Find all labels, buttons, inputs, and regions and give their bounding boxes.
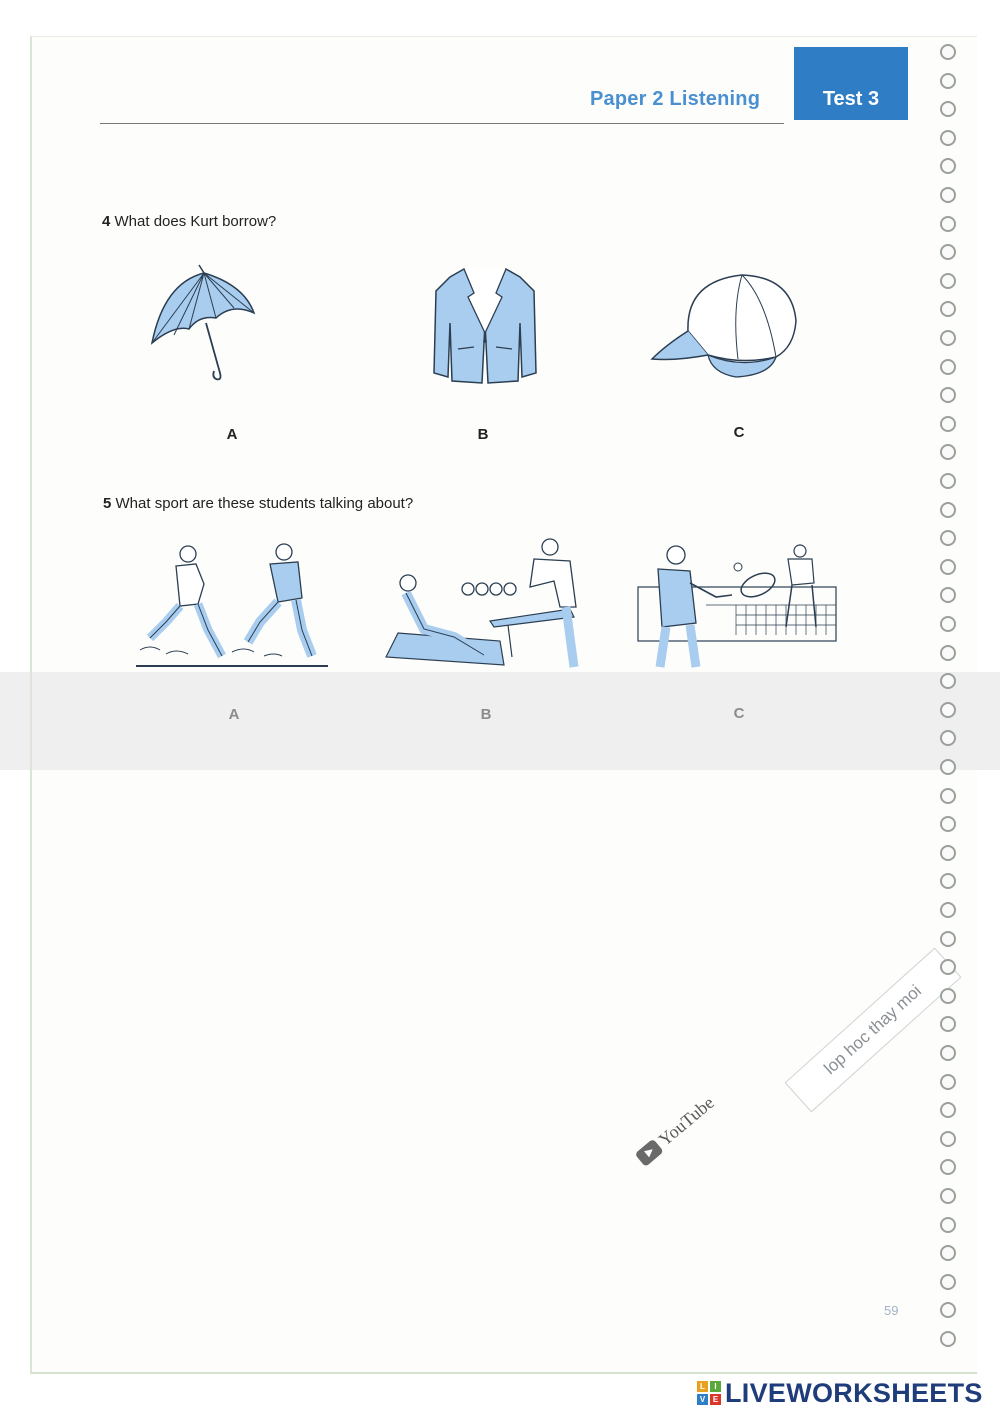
binding-ring [940,1159,956,1175]
binding-ring [940,616,956,632]
tennis-icon [636,543,842,669]
youtube-label: YouTube [654,1092,718,1150]
binding-ring [940,816,956,832]
question-text: What does Kurt borrow? [114,213,277,230]
binding-ring [940,44,956,60]
binding-ring [940,988,956,1004]
test-label: Test 3 [822,88,880,110]
question-number: 4 [102,213,111,230]
binding-ring [940,1302,956,1318]
header-divider [100,123,784,124]
logo-mark-icon: L I V E [697,1381,721,1405]
question-text: What sport are these students talking about? [115,495,414,512]
binding-ring [940,1188,956,1204]
binding-ring [940,330,956,346]
binding-ring [940,702,956,718]
question-5 [103,495,413,512]
binding-ring [940,1131,956,1147]
paper-title: Paper 2 Listening [590,88,761,110]
binding-ring [940,273,956,289]
binding-ring [940,759,956,775]
binding-ring [940,902,956,918]
binding-ring [940,1245,956,1261]
binding-ring [940,1274,956,1290]
option-a-label: A [226,426,238,443]
binding-ring [940,301,956,317]
page-number: 59 [884,1303,899,1318]
binding-ring [940,730,956,746]
baseball-cap-icon [646,269,806,381]
binding-ring [940,1016,956,1032]
brand-name: LIVEWORKSHEETS [725,1377,983,1408]
umbrella-icon [144,263,264,383]
binding-ring [940,1331,956,1347]
binding-ring [940,473,956,489]
test-badge [794,47,908,120]
binding-ring [940,873,956,889]
binding-ring [940,502,956,518]
binding-ring [940,101,956,117]
binding-ring [940,559,956,575]
binding-ring [940,788,956,804]
binding-ring [940,1217,956,1233]
watermark-stamp: lop hoc thay moi [785,948,962,1113]
binding-ring [940,931,956,947]
option-b-label: B [477,426,489,443]
option-c-label: C [733,424,745,441]
binding-ring [940,130,956,146]
binding-ring [940,1074,956,1090]
binding-ring [940,530,956,546]
binding-ring [940,73,956,89]
binding-ring [940,673,956,689]
binding-ring [940,587,956,603]
gym-workout-icon [384,537,584,671]
binding-ring [940,216,956,232]
binding-ring [940,158,956,174]
liveworksheets-logo[interactable] [697,1378,983,1408]
question-4 [102,213,276,230]
jacket-icon [430,263,540,385]
binding-ring [940,444,956,460]
binding-ring [940,416,956,432]
binding-ring [940,1102,956,1118]
binding-ring [940,187,956,203]
watermark-band [0,672,1000,770]
binding-ring [940,244,956,260]
binding-ring [940,959,956,975]
question-number: 5 [103,495,112,512]
binding-ring [940,387,956,403]
running-icon [136,542,332,670]
binding-ring [940,359,956,375]
binding-ring [940,1045,956,1061]
binding-ring [940,845,956,861]
binding-ring [940,645,956,661]
spiral-binding [936,44,966,1354]
